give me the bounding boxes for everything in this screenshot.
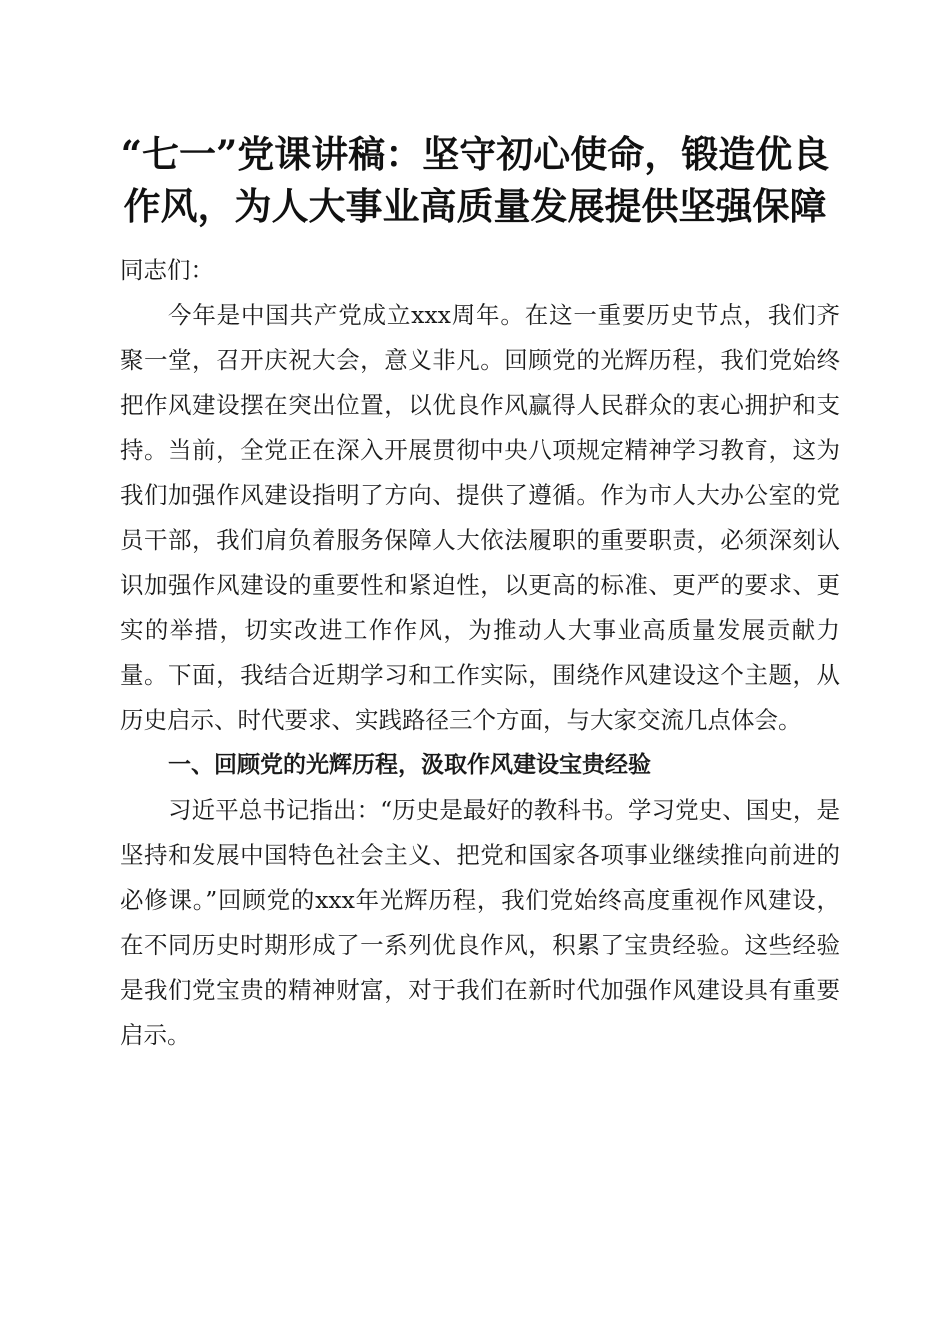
title-line-1: “七一”党课讲稿：坚守初心使命，锻造优良 <box>120 132 830 176</box>
salutation: 同志们： <box>120 256 214 284</box>
paragraph-section-1: 习近平总书记指出：“历史是最好的教科书。学习党史、国史，是坚持和发展中国特色社会主义、把党和国家各项事业继续推向前进的必修课。”回顾党的xxx年光辉历程，我们党始终高度重视作风建设，在不同历史时期形成了一系列优良作风，积累了宝贵经验。这些经验是我们党宝贵的精神财富，对于我们在新时代加强作风建设具有重要启示。 <box>120 796 840 1049</box>
document-body <box>120 248 840 1058</box>
section-heading-1: 一、回顾党的光辉历程，汲取作风建设宝贵经验 <box>168 752 651 778</box>
document-title <box>100 128 850 232</box>
paragraph-intro: 今年是中国共产党成立xxx周年。在这一重要历史节点，我们齐聚一堂，召开庆祝大会，意义非凡。回顾党的光辉历程，我们党始终把作风建设摆在突出位置，以优良作风赢得人民群众的衷心拥护和支持。当前，全党正在深入开展贯彻中央八项规定精神学习教育，这为我们加强作风建设指明了方向、提供了遵循。作为市人大办公室的党员干部，我们肩负着服务保障人大依法履职的重要职责，必须深刻认识加强作风建设的重要性和紧迫性，以更高的标准、更严的要求、更实的举措，切实改进工作作风，为推动人大事业高质量发展贡献力量。下面，我结合近期学习和工作实际，围绕作风建设这个主题，从历史启示、时代要求、实践路径三个方面，与大家交流几点体会。 <box>120 301 840 734</box>
title-line-2: 作风，为人大事业高质量发展提供坚强保障 <box>123 184 827 228</box>
